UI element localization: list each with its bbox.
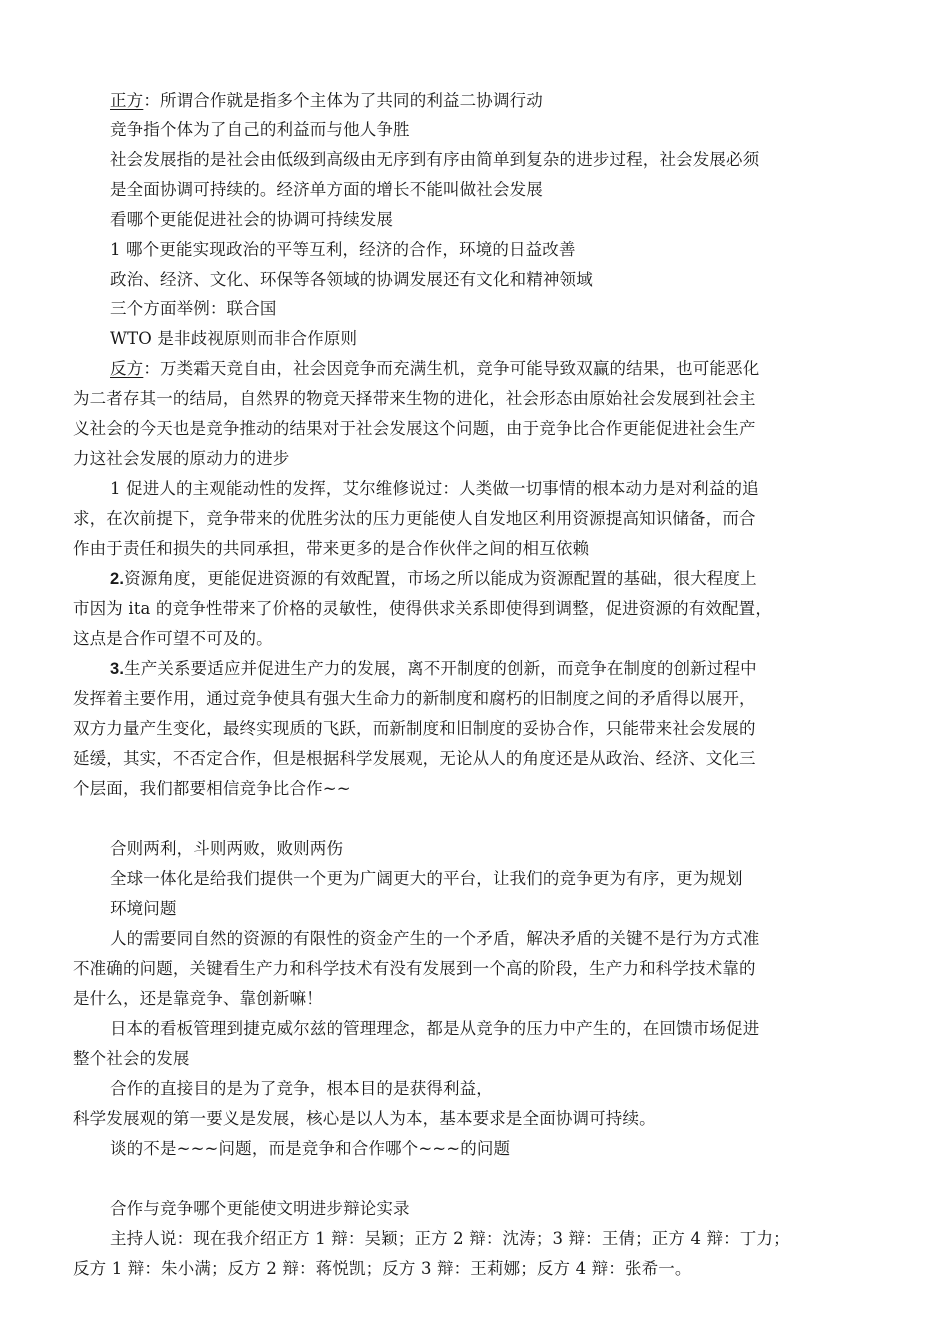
- note-line-1: 合则两利，斗则两败，败则两伤: [110, 839, 344, 858]
- con-point-2-a: [110, 566, 757, 592]
- pro-line-1-text: ：所谓合作就是指多个主体为了共同的利益二协调行动: [143, 91, 543, 110]
- record-title: 合作与竞争哪个更能使文明进步辩论实录: [110, 1199, 410, 1218]
- pro-line-1: [110, 88, 543, 114]
- note-line-6: 合作的直接目的是为了竞争，根本目的是获得利益，: [110, 1079, 493, 1098]
- pro-line-3: 社会发展指的是社会由低级到高级由无序到有序由简单到复杂的进步过程，社会发展必须: [110, 150, 760, 169]
- con-point-1-c: 作由于责任和损失的共同承担，带来更多的是合作伙伴之间的相互依赖: [73, 539, 590, 558]
- pro-line-4: 是全面协调可持续的。经济单方面的增长不能叫做社会发展: [110, 180, 543, 199]
- con-point-3-b: 发挥着主要作用，通过竞争使具有强大生命力的新制度和腐朽的旧制度之间的矛盾得以展开，: [73, 689, 756, 708]
- con-line-2: 为二者存其一的结局，自然界的物竞天择带来生物的进化，社会形态由原始社会发展到社会主: [73, 389, 756, 408]
- con-point-1-b: 求，在次前提下，竞争带来的优胜劣汰的压力更能使人自发地区利用资源提高知识储备，而合: [73, 509, 756, 528]
- con-point-2-b: 市因为 ita 的竞争性带来了价格的灵敏性，使得供求关系即使得到调整，促进资源的有效配置，: [73, 599, 772, 618]
- con-point-2-number: 2.: [110, 570, 125, 588]
- note-line-4-b: 不准确的问题，关键看生产力和科学技术有没有发展到一个高的阶段，生产力和科学技术靠的: [73, 959, 756, 978]
- pro-line-6: 1 哪个更能实现政治的平等互利，经济的合作，环境的日益改善: [110, 240, 576, 259]
- note-line-5-b: 整个社会的发展: [73, 1049, 190, 1068]
- pro-line-7: 政治、经济、文化、环保等各领域的协调发展还有文化和精神领域: [110, 270, 593, 289]
- pro-line-2: 竞争指个体为了自己的利益而与他人争胜: [110, 120, 410, 139]
- pro-label: 正方: [110, 91, 144, 110]
- note-line-4-a: 人的需要同自然的资源的有限性的资金产生的一个矛盾，解决矛盾的关键不是行为方式准: [110, 929, 760, 948]
- con-point-3-d: 延缓，其实，不否定合作，但是根据科学发展观，无论从人的角度还是从政治、经济、文化三: [73, 749, 756, 768]
- note-line-8: 谈的不是~~~问题，而是竞争和合作哪个~~~的问题: [110, 1139, 511, 1158]
- con-line-1: [110, 356, 759, 382]
- con-line-3: 义社会的今天也是竞争推动的结果对于社会发展这个问题，由于竞争比合作更能促进社会生产: [73, 419, 756, 438]
- pro-line-9: WTO 是非歧视原则而非合作原则: [110, 329, 358, 348]
- pro-line-8: 三个方面举例：联合国: [110, 299, 277, 318]
- con-point-3-e: 个层面，我们都要相信竞争比合作~~: [73, 779, 351, 798]
- record-host-line-1: 主持人说：现在我介绍正方 1 辩：吴颖；正方 2 辩：沈涛；3 辩：王倩；正方 4 辩：丁力；: [110, 1229, 790, 1248]
- note-line-4-c: 是什么，还是靠竞争、靠创新嘛！: [73, 989, 323, 1008]
- con-point-1-a: 1 促进人的主观能动性的发挥，艾尔维修说过：人类做一切事情的根本动力是对利益的追: [110, 479, 759, 498]
- record-host-line-2: 反方 1 辩：朱小满；反方 2 辩：蒋悦凯；反方 3 辩：王莉娜；反方 4 辩：张希一。: [73, 1259, 692, 1278]
- con-label: 反方: [110, 359, 144, 378]
- con-point-3-number: 3.: [110, 660, 125, 678]
- note-line-5-a: 日本的看板管理到捷克威尔兹的管理理念，都是从竞争的压力中产生的，在回馈市场促进: [110, 1019, 760, 1038]
- con-point-3-c: 双方力量产生变化，最终实现质的飞跃，而新制度和旧制度的妥协合作，只能带来社会发展的: [73, 719, 756, 738]
- con-point-2-c: 这点是合作可望不可及的。: [73, 629, 273, 648]
- con-point-3-a: [110, 656, 757, 682]
- con-line-4: 力这社会发展的原动力的进步: [73, 449, 290, 468]
- note-line-7: 科学发展观的第一要义是发展，核心是以人为本，基本要求是全面协调可持续。: [73, 1109, 656, 1128]
- con-point-2-a-text: 资源角度，更能促进资源的有效配置，市场之所以能成为资源配置的基础，很大程度上: [124, 569, 757, 588]
- con-line-1-text: ：万类霜天竞自由，社会因竞争而充满生机，竞争可能导致双赢的结果，也可能恶化: [143, 359, 760, 378]
- con-point-3-a-text: 生产关系要适应并促进生产力的发展，离不开制度的创新，而竞争在制度的创新过程中: [124, 659, 757, 678]
- pro-line-5: 看哪个更能促进社会的协调可持续发展: [110, 210, 394, 229]
- note-line-3: 环境问题: [110, 899, 177, 918]
- note-line-2: 全球一体化是给我们提供一个更为广阔更大的平台，让我们的竞争更为有序，更为规划: [110, 869, 743, 888]
